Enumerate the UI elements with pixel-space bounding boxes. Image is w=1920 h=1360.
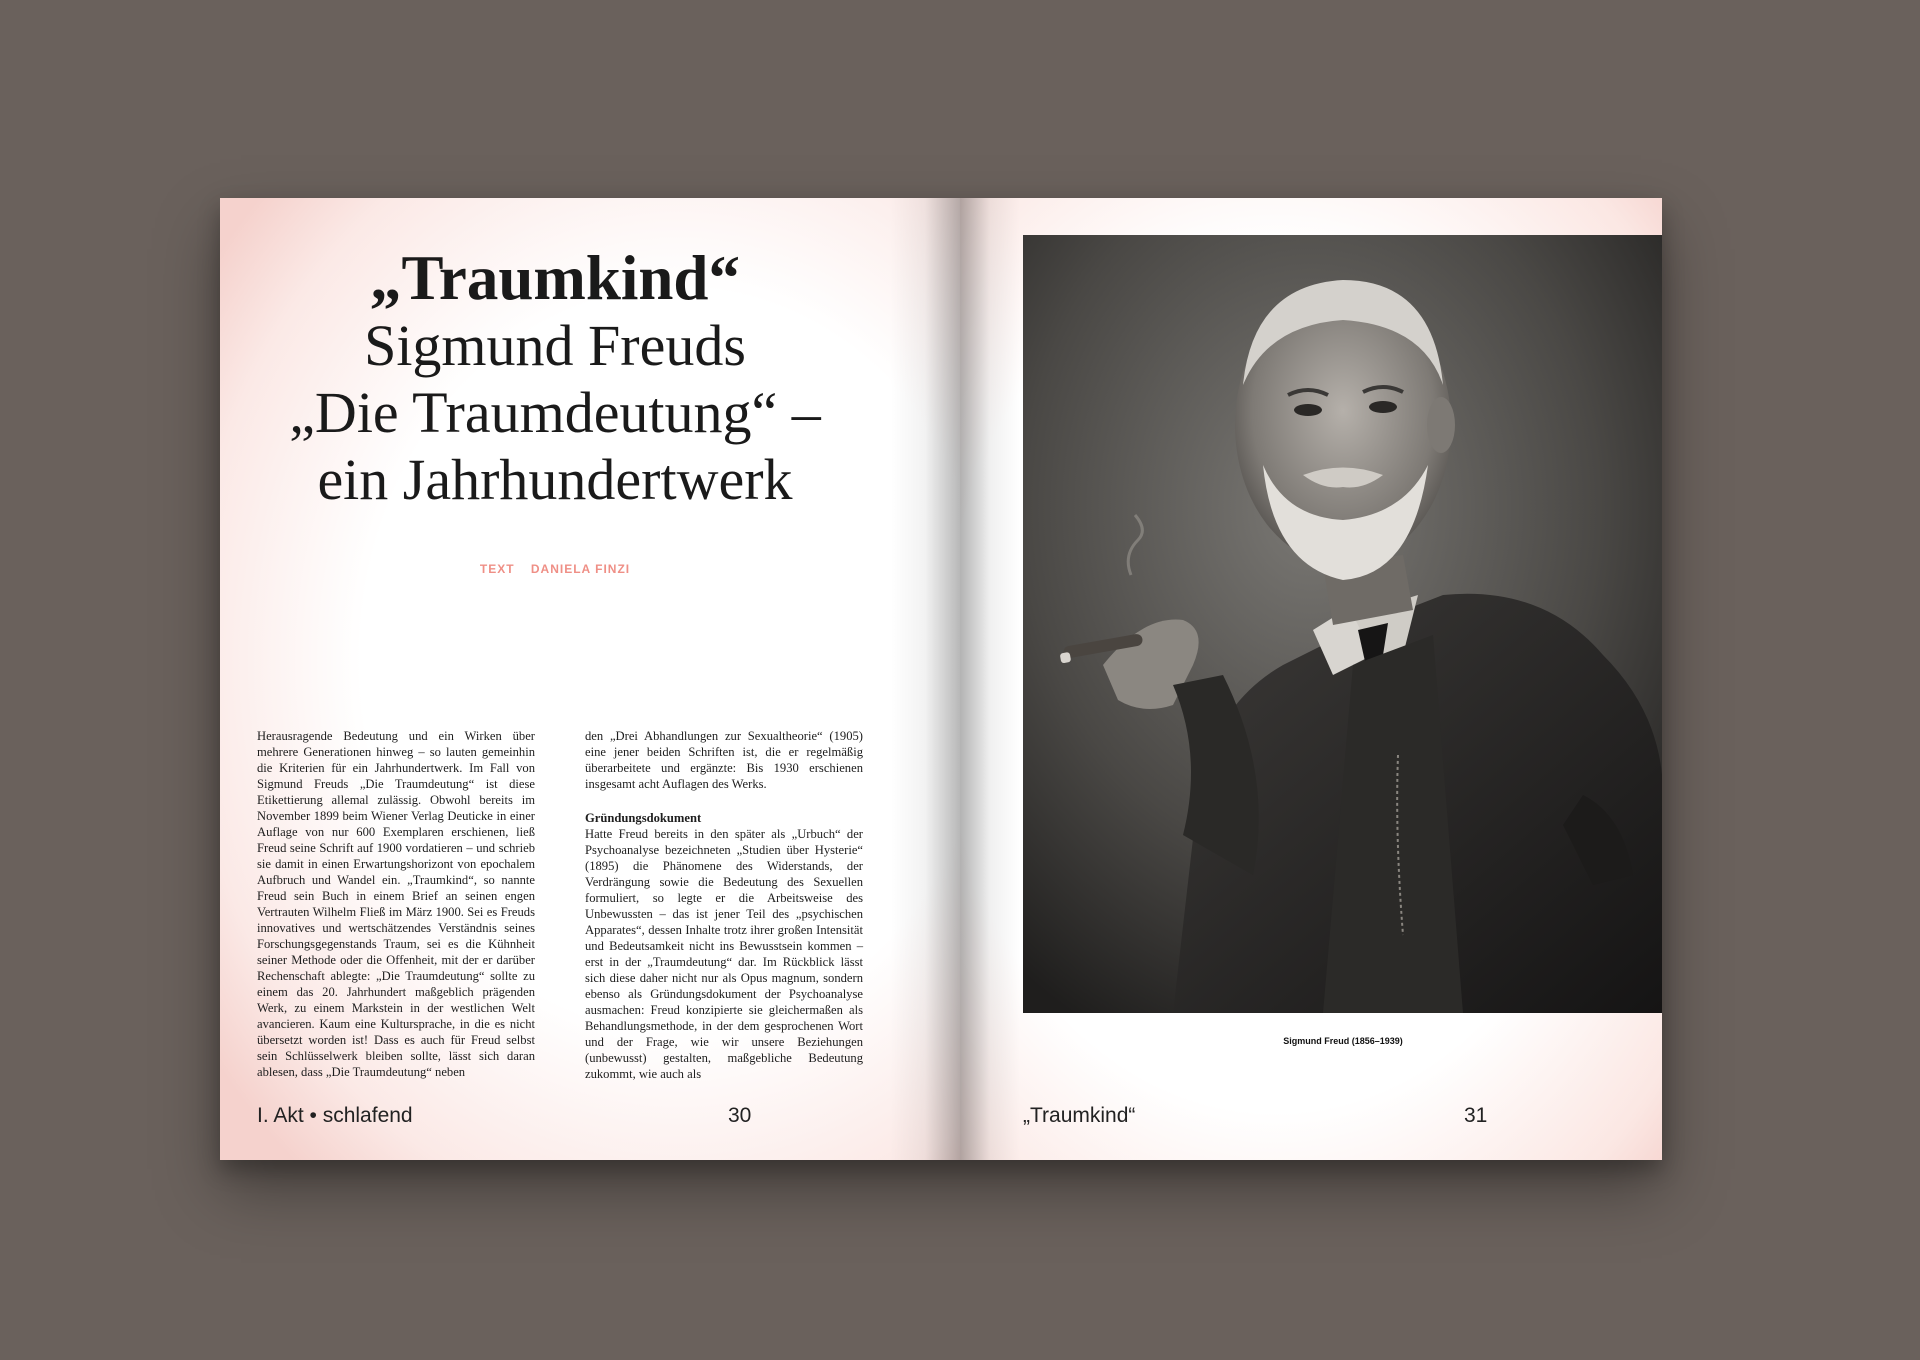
body-paragraph: Hatte Freud bereits in den später als „Urbuch“ der Psychoanalyse bezeichneten „Studien über Hysterie“ (1895) die Phänomene des Widerstands, der Verdrängung sowie die Bedeutung des Sexuellen formuliert, so legte er die Arbeitsweise des Unbewussten – das ist jener Teil des „psychischen Apparates“, dessen Inhalte trotz ihrer großen Intensität und Bedeutsamkeit nicht ins Bewusstsein kommen – erst in der „Traumdeutung“ dar. Im Rückblick lässt sich diese daher nicht nur als Opus magnum, sondern ebenso als Gründungsdokument der Psychoanalyse ausmachen: Freud konzipierte sie gleichermaßen als Behandlungsmethode, in der dem gesprochenen Wort und der Frage, wie wir unsere Beziehungen (unbewusst) gestalten, maßgebliche Bedeutung zukommt, wie auch als [585, 827, 863, 1081]
left-page [220, 198, 960, 1160]
text-column-1 [257, 728, 535, 1080]
article-subtitle-line-3: ein Jahrhundertwerk [317, 447, 793, 512]
gutter-shadow [890, 198, 960, 1160]
right-page [960, 198, 1662, 1160]
text-column-2 [585, 728, 863, 1082]
section-heading: Gründungsdokument [585, 811, 702, 825]
portrait-illustration [1023, 235, 1662, 1013]
article-subtitle-line-2: „Die Traumdeutung“ – [289, 380, 821, 445]
gutter-shadow [960, 198, 1020, 1160]
page-number-left: 30 [728, 1104, 752, 1127]
magazine-spread [220, 198, 1662, 1160]
page-number-right: 31 [1464, 1104, 1488, 1127]
running-footer-section: I. Akt • schlafend [257, 1104, 413, 1127]
article-title: „Traumkind“ [370, 243, 740, 313]
byline-author: DANIELA FINZI [530, 562, 631, 576]
body-paragraph: Herausragende Bedeutung und ein Wirken über mehrere Generationen hinweg – so lauten gemeinhin die Kriterien für ein Jahrhundertwerk. Im Fall von Sigmund Freuds „Die Traumdeutung“ ist diese Etikettierung allemal zulässig. Obwohl bereits im November 1899 beim Wiener Verlag Deuticke in einer Auflage von nur 600 Exemplaren erschienen, ließ Freud seine Schrift auf 1900 vordatieren – und schrieb sie damit in einen Erwartungshorizont von epochalem Aufbruch und Wandel ein. „Traumkind“, so nannte Freud sein Buch in einem Brief an seinen engen Vertrauten Wilhelm Fließ im März 1900. Sei es Freuds innovatives und wertschätzendes Verständnis seines Forschungsgegenstands Traum, sei es die Kühnheit seiner Methode oder die Offenheit, mit der er darüber Rechenschaft ablegte: „Die Traumdeutung“ sollte zu einem das 20. Jahrhundert maßgeblich prägenden Werk, zu einem Markstein in der westlichen Welt avancieren. Kaum eine Kultursprache, in die es nicht übersetzt worden ist! Dass es auch für Freud selbst sein Schlüsselwerk bleiben sollte, lässt sich daran ablesen, dass „Die Traumdeutung“ neben [257, 729, 535, 1079]
portrait-photo [1023, 235, 1662, 1013]
article-title-block [260, 244, 850, 513]
body-paragraph: den „Drei Abhandlungen zur Sexualtheorie“ (1905) eine jener beiden Schriften ist, die er regelmäßig überarbeitete und ergänzte: Bis 1930 erschienen insgesamt acht Auflagen des Werks. [585, 729, 863, 791]
photo-caption: Sigmund Freud (1856–1939) [1283, 1036, 1403, 1046]
article-subtitle-line-1: Sigmund Freuds [364, 313, 746, 378]
running-footer-title: „Traumkind“ [1023, 1104, 1136, 1127]
byline [260, 562, 850, 576]
byline-label: TEXT [479, 562, 515, 576]
